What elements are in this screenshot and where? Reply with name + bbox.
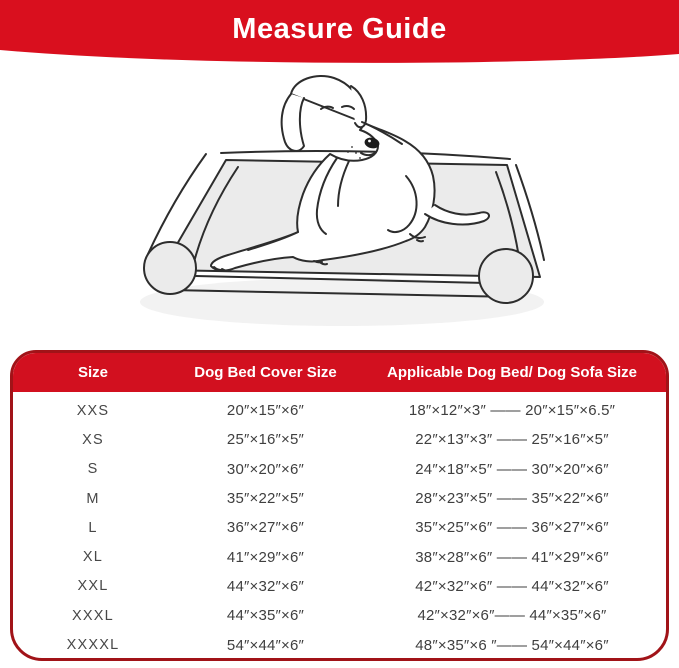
- size-cell: XS: [82, 431, 104, 448]
- applicable-size-cell: 22″×13″×3″ —— 25″×16″×5″: [415, 431, 609, 449]
- table-row: [13, 513, 666, 542]
- table-row: [13, 425, 666, 454]
- dog-whisker-dots: [347, 146, 361, 159]
- header-banner: [0, 0, 679, 72]
- cover-size-cell: 41″×29″×6″: [226, 548, 305, 566]
- size-cell: L: [88, 519, 98, 536]
- table-header-row: [13, 353, 666, 392]
- table-body: [13, 392, 666, 660]
- cover-size-cell: 36″×27″×6″: [226, 519, 305, 537]
- size-cell: M: [86, 490, 100, 507]
- applicable-size-cell: 18″×12″×3″ —— 20″×15″×6.5″: [408, 402, 616, 420]
- cover-size-cell: 54″×44″×6″: [226, 636, 305, 654]
- size-cell: S: [87, 461, 99, 478]
- table-row: [13, 601, 666, 630]
- size-cell: XXS: [76, 402, 110, 419]
- cover-size-cell: 30″×20″×6″: [226, 460, 305, 478]
- page-title: Measure Guide: [232, 13, 447, 45]
- table-row: [13, 396, 666, 425]
- applicable-size-cell: 42″×32″×6″—— 44″×35″×6″: [417, 607, 607, 625]
- cover-size-cell: 35″×22″×5″: [226, 490, 305, 508]
- applicable-size-cell: 24″×18″×5″ —— 30″×20″×6″: [415, 460, 609, 478]
- dog-left-ear: [282, 94, 304, 151]
- applicable-size-cell: 48″×35″×6 ″—— 54″×44″×6″: [415, 636, 609, 654]
- cover-size-cell: 25″×16″×5″: [226, 431, 305, 449]
- table-row: [13, 630, 666, 659]
- table-row: [13, 542, 666, 571]
- size-cell: XXXXL: [66, 637, 120, 654]
- size-cell: XXL: [77, 578, 109, 595]
- column-header-applicable-size: Applicable Dog Bed/ Dog Sofa Size: [386, 364, 638, 381]
- cover-size-cell: 20″×15″×6″: [226, 402, 305, 420]
- table-row: [13, 572, 666, 601]
- size-table: [10, 350, 669, 661]
- table-row: [13, 484, 666, 513]
- bed-right-bolster-end: [479, 249, 533, 303]
- applicable-size-cell: 35″×25″×6″ —— 36″×27″×6″: [415, 519, 609, 537]
- column-header-cover-size: Dog Bed Cover Size: [194, 364, 337, 381]
- column-header-size: Size: [77, 364, 108, 381]
- size-cell: XL: [82, 549, 104, 566]
- dog-nose-highlight: [368, 140, 371, 143]
- applicable-size-cell: 42″×32″×6″ —— 44″×32″×6″: [415, 577, 609, 595]
- cover-size-cell: 44″×35″×6″: [226, 607, 305, 625]
- dog-right-ear: [351, 86, 366, 127]
- table-row: [13, 455, 666, 484]
- dog-bed-illustration: [118, 64, 562, 340]
- applicable-size-cell: 28″×23″×5″ —— 35″×22″×6″: [415, 490, 609, 508]
- size-cell: XXXL: [72, 607, 114, 624]
- applicable-size-cell: 38″×28″×6″ —— 41″×29″×6″: [415, 548, 609, 566]
- cover-size-cell: 44″×32″×6″: [226, 577, 305, 595]
- bed-left-bolster-end: [144, 242, 196, 294]
